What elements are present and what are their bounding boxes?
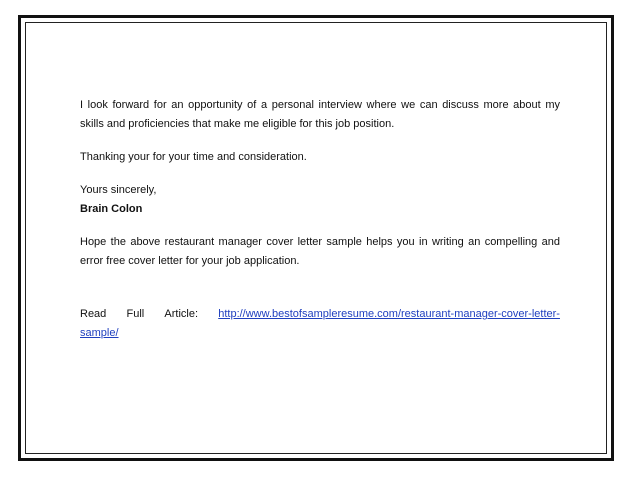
thanks-paragraph: Thanking your for your time and consideration.	[80, 151, 307, 163]
letter-body	[80, 96, 560, 343]
article-word: Article:	[164, 308, 199, 320]
article-link-tail[interactable]: sample/	[80, 327, 119, 339]
article-link[interactable]: http://www.bestofsampleresume.com/restaurant-manager-cover-letter-	[218, 308, 560, 320]
read-full-article-line	[80, 305, 560, 324]
article-link-continuation[interactable]	[80, 324, 560, 343]
interview-paragraph: I look forward for an opportunity of a personal interview where we can discuss more about my skills and proficiencies that make me eligible for this job position.	[80, 99, 560, 130]
read-word: Read	[80, 308, 107, 320]
signature-name: Brain Colon	[80, 203, 143, 215]
full-word: Full	[126, 308, 145, 320]
closing-line: Yours sincerely,	[80, 184, 157, 196]
hope-paragraph: Hope the above restaurant manager cover letter sample helps you in writing an compelling and error free cover letter for your job application.	[80, 236, 560, 267]
